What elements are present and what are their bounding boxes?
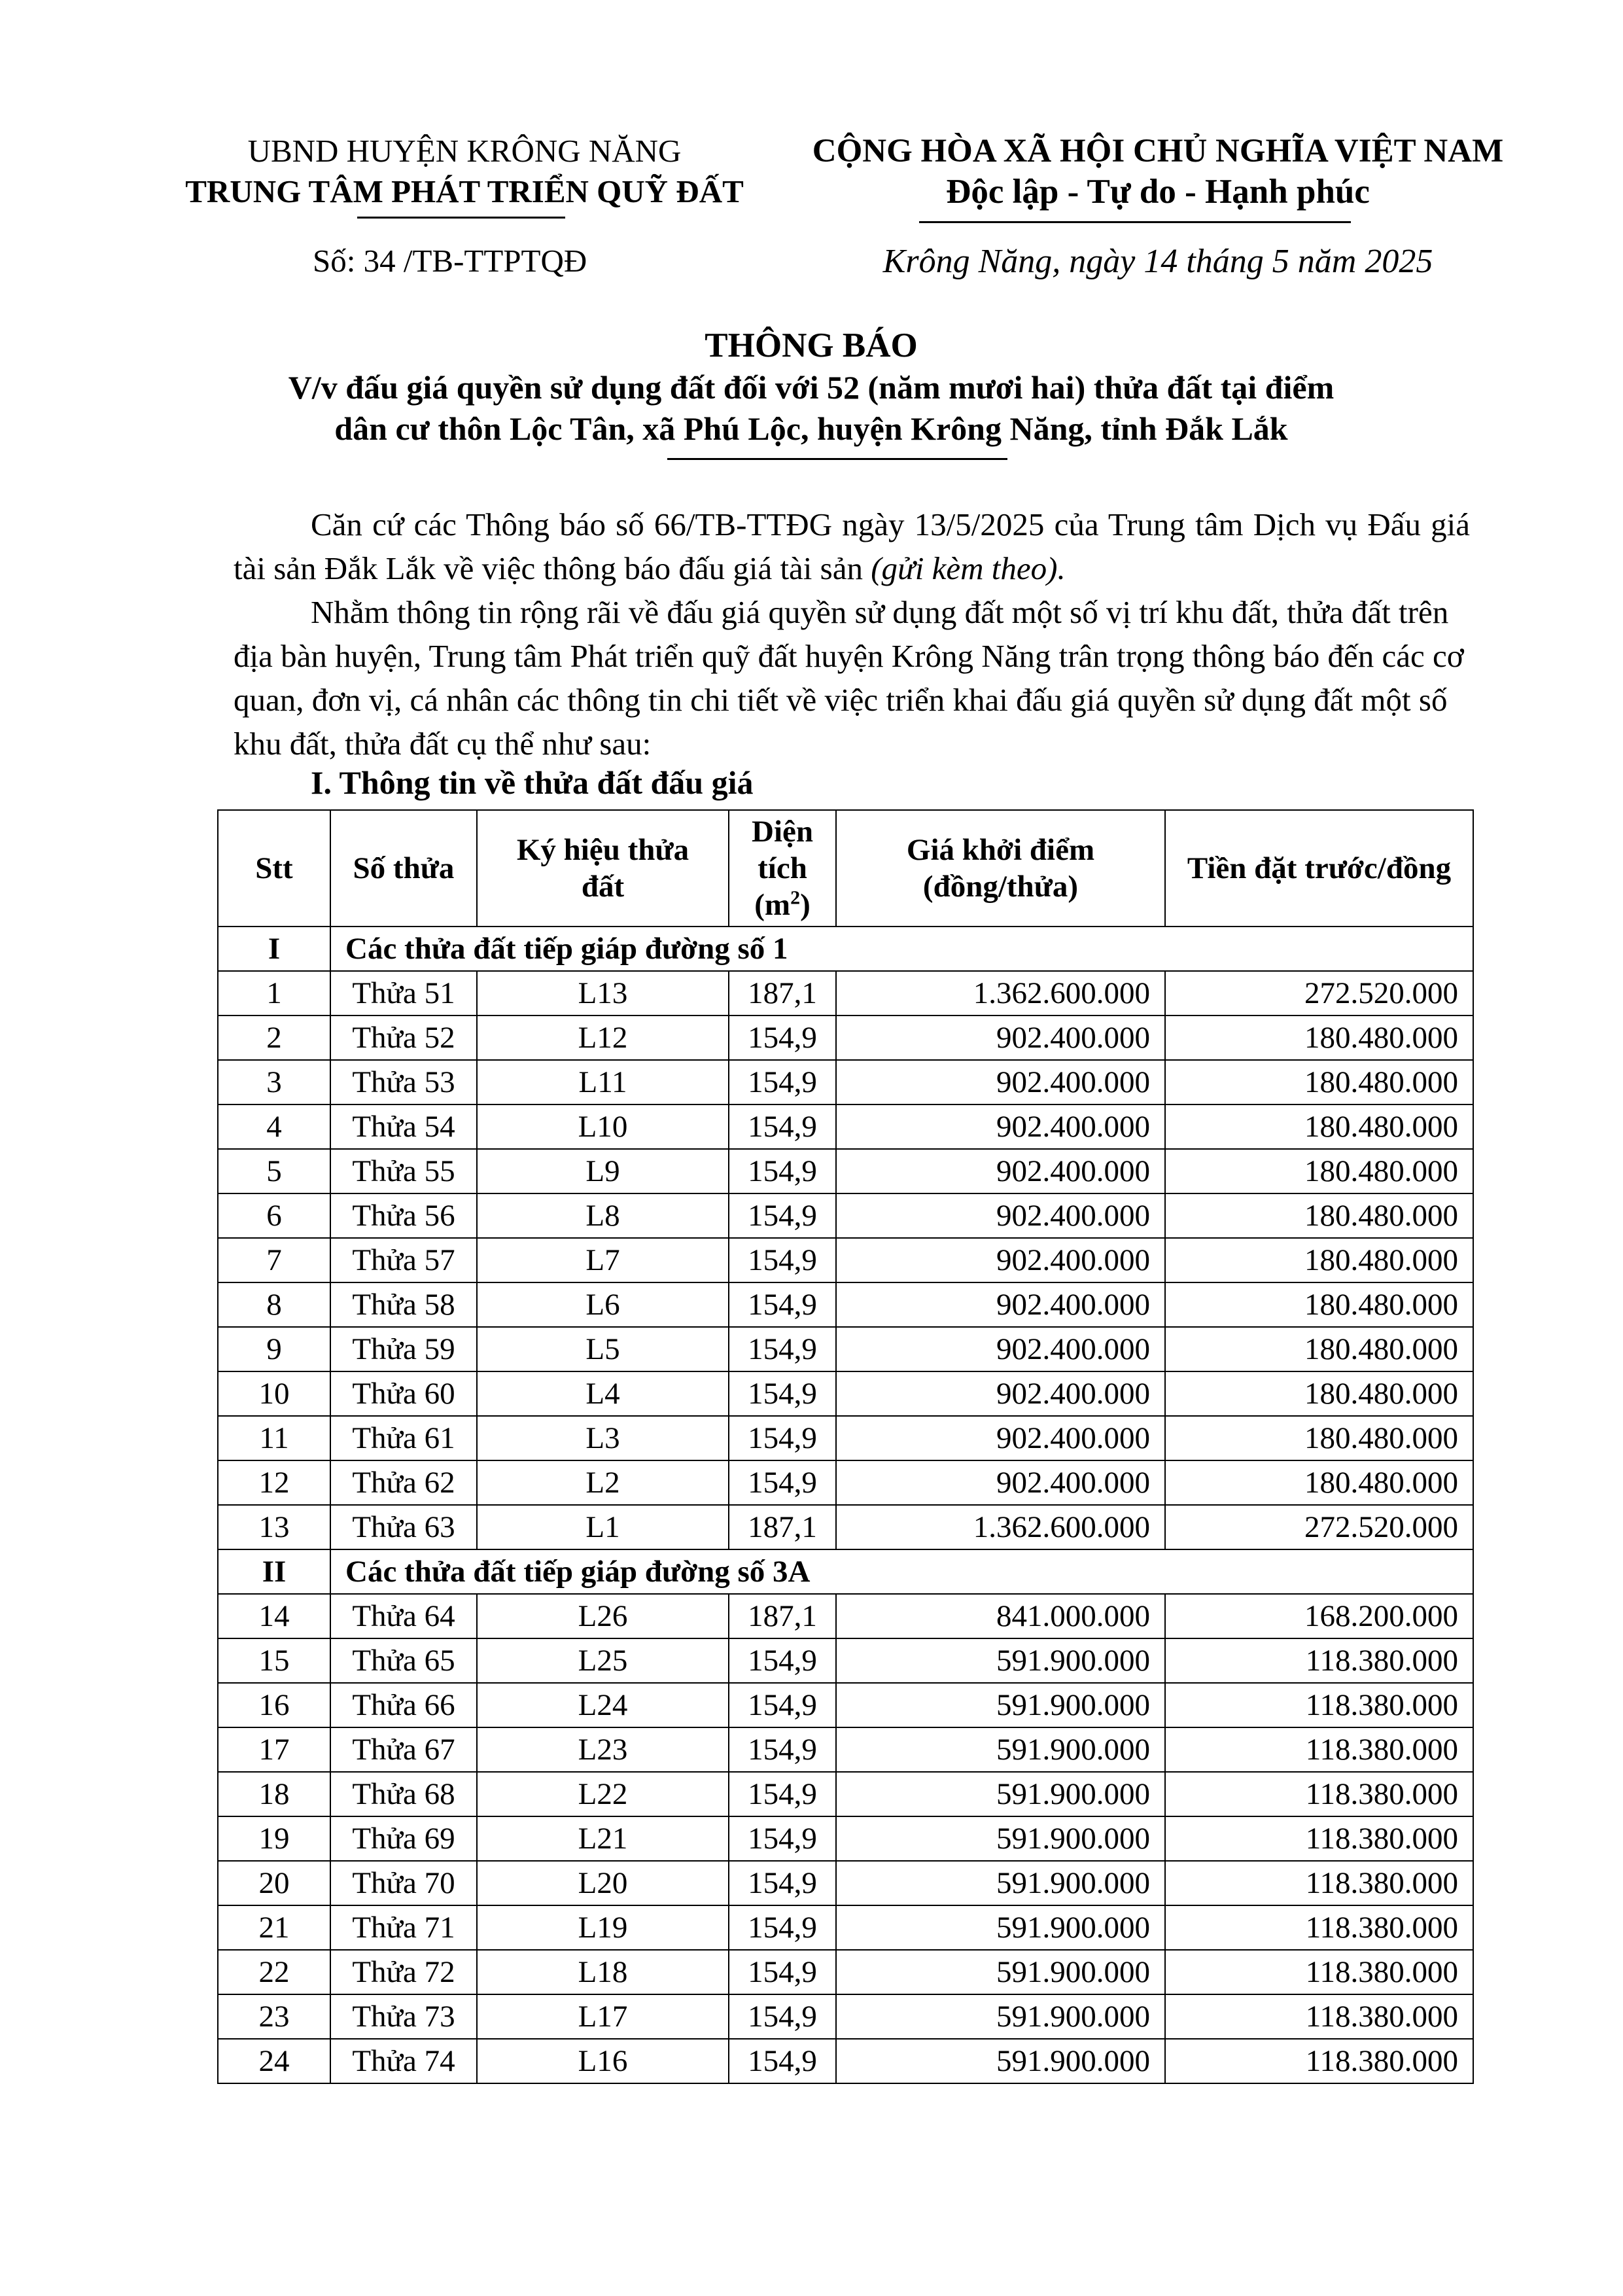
cell-tien-dat-truoc: 272.520.000	[1165, 1505, 1473, 1549]
cell-dien-tich: 154,9	[729, 1638, 836, 1683]
place-date: Krông Năng, ngày 14 tháng 5 năm 2025	[882, 243, 1433, 280]
cell-tien-dat-truoc: 180.480.000	[1165, 1149, 1473, 1193]
cell-dien-tich: 154,9	[729, 1371, 836, 1416]
cell-tien-dat-truoc: 180.480.000	[1165, 1104, 1473, 1149]
cell-dien-tich: 154,9	[729, 1193, 836, 1238]
cell-tien-dat-truoc: 180.480.000	[1165, 1416, 1473, 1460]
table-row	[218, 1238, 1473, 1282]
cell-tien-dat-truoc: 168.200.000	[1165, 1594, 1473, 1638]
cell-stt: 11	[218, 1416, 330, 1460]
cell-so-thua: Thửa 54	[330, 1104, 477, 1149]
cell-tien-dat-truoc: 180.480.000	[1165, 1327, 1473, 1371]
cell-dien-tich: 154,9	[729, 1416, 836, 1460]
table-row	[218, 1060, 1473, 1104]
cell-ky-hieu: L22	[477, 1772, 729, 1816]
cell-stt: 14	[218, 1594, 330, 1638]
cell-stt: 7	[218, 1238, 330, 1282]
cell-dien-tich: 154,9	[729, 1282, 836, 1327]
cell-so-thua: Thửa 59	[330, 1327, 477, 1371]
cell-tien-dat-truoc: 272.520.000	[1165, 971, 1473, 1016]
table-row	[218, 1594, 1473, 1638]
cell-so-thua: Thửa 57	[330, 1238, 477, 1282]
cell-dien-tich: 154,9	[729, 1327, 836, 1371]
land-plot-table	[217, 809, 1474, 2084]
cell-so-thua: Thửa 69	[330, 1816, 477, 1861]
group-number: II	[218, 1549, 330, 1594]
header-stt: Stt	[218, 810, 330, 927]
cell-stt: 17	[218, 1727, 330, 1772]
cell-ky-hieu: L23	[477, 1727, 729, 1772]
table-row	[218, 1950, 1473, 1994]
cell-stt: 9	[218, 1327, 330, 1371]
cell-so-thua: Thửa 64	[330, 1594, 477, 1638]
cell-tien-dat-truoc: 180.480.000	[1165, 1282, 1473, 1327]
cell-gia-khoi-diem: 591.900.000	[836, 2039, 1165, 2083]
table-row	[218, 1683, 1473, 1727]
cell-ky-hieu: L2	[477, 1460, 729, 1505]
cell-so-thua: Thửa 56	[330, 1193, 477, 1238]
cell-tien-dat-truoc: 180.480.000	[1165, 1016, 1473, 1060]
cell-tien-dat-truoc: 118.380.000	[1165, 1950, 1473, 1994]
group-number: I	[218, 927, 330, 971]
cell-gia-khoi-diem: 902.400.000	[836, 1238, 1165, 1282]
cell-so-thua: Thửa 51	[330, 971, 477, 1016]
document-title	[131, 324, 1492, 450]
table-row	[218, 2039, 1473, 2083]
cell-dien-tich: 154,9	[729, 1994, 836, 2039]
paragraph-basis	[234, 503, 1470, 590]
national-header	[798, 131, 1518, 212]
cell-dien-tich: 154,9	[729, 1816, 836, 1861]
table-row	[218, 1816, 1473, 1861]
header-gia-khoi-diem: Giá khởi điểm (đồng/thửa)	[836, 810, 1165, 927]
cell-ky-hieu: L9	[477, 1149, 729, 1193]
cell-stt: 21	[218, 1905, 330, 1950]
cell-tien-dat-truoc: 118.380.000	[1165, 2039, 1473, 2083]
cell-so-thua: Thửa 70	[330, 1861, 477, 1905]
cell-so-thua: Thửa 66	[330, 1683, 477, 1727]
cell-gia-khoi-diem: 591.900.000	[836, 1861, 1165, 1905]
cell-ky-hieu: L3	[477, 1416, 729, 1460]
table-row	[218, 1193, 1473, 1238]
cell-ky-hieu: L18	[477, 1950, 729, 1994]
cell-ky-hieu: L12	[477, 1016, 729, 1060]
header-dien-tich-end: )	[800, 888, 811, 922]
cell-dien-tich: 154,9	[729, 1905, 836, 1950]
cell-so-thua: Thửa 65	[330, 1638, 477, 1683]
cell-tien-dat-truoc: 180.480.000	[1165, 1460, 1473, 1505]
cell-so-thua: Thửa 73	[330, 1994, 477, 2039]
table-header-row	[218, 810, 1473, 927]
table-row	[218, 1994, 1473, 2039]
cell-so-thua: Thửa 53	[330, 1060, 477, 1104]
paragraph-basis-text: Căn cứ các Thông báo số 66/TB-TTĐG ngày 13/5/2025 của Trung tâm Dịch vụ Đấu giá tài sản Đắk Lắk về việc thông báo đấu giá tài sản	[234, 506, 1470, 586]
cell-ky-hieu: L7	[477, 1238, 729, 1282]
title-heading: THÔNG BÁO	[705, 327, 918, 364]
cell-ky-hieu: L25	[477, 1638, 729, 1683]
group-title: Các thửa đất tiếp giáp đường số 3A	[330, 1549, 1473, 1594]
group-title: Các thửa đất tiếp giáp đường số 1	[330, 927, 1473, 971]
cell-stt: 23	[218, 1994, 330, 2039]
cell-ky-hieu: L16	[477, 2039, 729, 2083]
title-line-1: V/v đấu giá quyền sử dụng đất đối với 52 (năm mươi hai) thửa đất tại điểm	[288, 369, 1335, 406]
cell-so-thua: Thửa 62	[330, 1460, 477, 1505]
table-body	[218, 927, 1473, 2083]
header-ky-hieu: Ký hiệu thửa đất	[477, 810, 729, 927]
cell-so-thua: Thửa 67	[330, 1727, 477, 1772]
table-row	[218, 1149, 1473, 1193]
cell-tien-dat-truoc: 118.380.000	[1165, 1727, 1473, 1772]
cell-dien-tich: 154,9	[729, 1727, 836, 1772]
document-number: Số: 34 /TB-TTPTQĐ	[313, 243, 587, 279]
cell-stt: 1	[218, 971, 330, 1016]
issuer-underline	[357, 217, 565, 219]
cell-ky-hieu: L17	[477, 1994, 729, 2039]
cell-ky-hieu: L4	[477, 1371, 729, 1416]
cell-so-thua: Thửa 61	[330, 1416, 477, 1460]
cell-gia-khoi-diem: 902.400.000	[836, 1460, 1165, 1505]
cell-so-thua: Thửa 63	[330, 1505, 477, 1549]
cell-gia-khoi-diem: 902.400.000	[836, 1371, 1165, 1416]
cell-dien-tich: 187,1	[729, 1505, 836, 1549]
table-row	[218, 971, 1473, 1016]
cell-dien-tich: 154,9	[729, 1104, 836, 1149]
paragraph-basis-note: (gửi kèm theo).	[871, 550, 1066, 586]
table-row	[218, 1282, 1473, 1327]
cell-gia-khoi-diem: 902.400.000	[836, 1104, 1165, 1149]
org-parent: UBND HUYỆN KRÔNG NĂNG	[247, 133, 682, 169]
cell-stt: 15	[218, 1638, 330, 1683]
cell-ky-hieu: L19	[477, 1905, 729, 1950]
table-row	[218, 1104, 1473, 1149]
org-name: TRUNG TÂM PHÁT TRIỂN QUỸ ĐẤT	[185, 173, 744, 209]
cell-stt: 5	[218, 1149, 330, 1193]
cell-gia-khoi-diem: 591.900.000	[836, 1950, 1165, 1994]
cell-dien-tich: 154,9	[729, 1060, 836, 1104]
cell-tien-dat-truoc: 118.380.000	[1165, 1683, 1473, 1727]
header-tien-dat-truoc: Tiền đặt trước/đồng	[1165, 810, 1473, 927]
cell-tien-dat-truoc: 180.480.000	[1165, 1238, 1473, 1282]
motto-underline	[919, 221, 1351, 223]
section-title: I. Thông tin về thửa đất đấu giá	[311, 764, 754, 801]
cell-ky-hieu: L11	[477, 1060, 729, 1104]
table-row	[218, 1727, 1473, 1772]
cell-gia-khoi-diem: 902.400.000	[836, 1416, 1165, 1460]
cell-gia-khoi-diem: 1.362.600.000	[836, 1505, 1165, 1549]
cell-so-thua: Thửa 55	[330, 1149, 477, 1193]
cell-dien-tich: 154,9	[729, 1238, 836, 1282]
cell-dien-tich: 187,1	[729, 971, 836, 1016]
cell-stt: 8	[218, 1282, 330, 1327]
cell-gia-khoi-diem: 591.900.000	[836, 1905, 1165, 1950]
document-body	[234, 503, 1470, 766]
cell-dien-tich: 187,1	[729, 1594, 836, 1638]
cell-tien-dat-truoc: 118.380.000	[1165, 1816, 1473, 1861]
table-row	[218, 1460, 1473, 1505]
cell-gia-khoi-diem: 591.900.000	[836, 1683, 1165, 1727]
cell-ky-hieu: L13	[477, 971, 729, 1016]
cell-ky-hieu: L21	[477, 1816, 729, 1861]
cell-tien-dat-truoc: 180.480.000	[1165, 1371, 1473, 1416]
paragraph-purpose: Nhằm thông tin rộng rãi về đấu giá quyền sử dụng đất một số vị trí khu đất, thửa đất trên địa bàn huyện, Trung tâm Phát triển quỹ đất huyện Krông Năng trân trọng thông báo đến các cơ quan, đơn vị, cá nhân các thông tin chi tiết về việc triển khai đấu giá quyền sử dụng đất một số khu đất, thửa đất cụ thể như sau:	[234, 594, 1464, 762]
cell-dien-tich: 154,9	[729, 1861, 836, 1905]
cell-so-thua: Thửa 71	[330, 1905, 477, 1950]
table-row	[218, 1416, 1473, 1460]
cell-gia-khoi-diem: 591.900.000	[836, 1994, 1165, 2039]
table-group-row	[218, 927, 1473, 971]
cell-gia-khoi-diem: 1.362.600.000	[836, 971, 1165, 1016]
table-row	[218, 1371, 1473, 1416]
cell-dien-tich: 154,9	[729, 1460, 836, 1505]
cell-so-thua: Thửa 72	[330, 1950, 477, 1994]
cell-stt: 16	[218, 1683, 330, 1727]
cell-gia-khoi-diem: 591.900.000	[836, 1727, 1165, 1772]
cell-gia-khoi-diem: 902.400.000	[836, 1060, 1165, 1104]
cell-gia-khoi-diem: 591.900.000	[836, 1816, 1165, 1861]
table-row	[218, 1327, 1473, 1371]
cell-ky-hieu: L6	[477, 1282, 729, 1327]
table-row	[218, 1505, 1473, 1549]
cell-stt: 22	[218, 1950, 330, 1994]
cell-tien-dat-truoc: 180.480.000	[1165, 1060, 1473, 1104]
cell-stt: 12	[218, 1460, 330, 1505]
cell-gia-khoi-diem: 591.900.000	[836, 1772, 1165, 1816]
cell-stt: 4	[218, 1104, 330, 1149]
cell-stt: 19	[218, 1816, 330, 1861]
cell-so-thua: Thửa 60	[330, 1371, 477, 1416]
cell-dien-tich: 154,9	[729, 1149, 836, 1193]
cell-gia-khoi-diem: 902.400.000	[836, 1016, 1165, 1060]
table-row	[218, 1772, 1473, 1816]
cell-tien-dat-truoc: 118.380.000	[1165, 1905, 1473, 1950]
header-dien-tich-text: Diện tích (m	[752, 815, 813, 922]
cell-tien-dat-truoc: 118.380.000	[1165, 1861, 1473, 1905]
cell-stt: 13	[218, 1505, 330, 1549]
cell-ky-hieu: L5	[477, 1327, 729, 1371]
national-motto: Độc lập - Tự do - Hạnh phúc	[946, 173, 1370, 211]
cell-ky-hieu: L10	[477, 1104, 729, 1149]
cell-tien-dat-truoc: 180.480.000	[1165, 1193, 1473, 1238]
header-so-thua: Số thửa	[330, 810, 477, 927]
header-dien-tich-sup: 2	[790, 887, 801, 909]
cell-dien-tich: 154,9	[729, 1772, 836, 1816]
cell-gia-khoi-diem: 902.400.000	[836, 1327, 1165, 1371]
cell-tien-dat-truoc: 118.380.000	[1165, 1994, 1473, 2039]
cell-dien-tich: 154,9	[729, 2039, 836, 2083]
cell-stt: 20	[218, 1861, 330, 1905]
cell-gia-khoi-diem: 902.400.000	[836, 1149, 1165, 1193]
table-row	[218, 1638, 1473, 1683]
cell-tien-dat-truoc: 118.380.000	[1165, 1638, 1473, 1683]
cell-so-thua: Thửa 52	[330, 1016, 477, 1060]
cell-stt: 10	[218, 1371, 330, 1416]
header-dien-tich	[729, 810, 836, 927]
cell-dien-tich: 154,9	[729, 1016, 836, 1060]
table-row	[218, 1016, 1473, 1060]
cell-gia-khoi-diem: 841.000.000	[836, 1594, 1165, 1638]
cell-ky-hieu: L20	[477, 1861, 729, 1905]
issuer-block	[150, 131, 778, 212]
cell-stt: 6	[218, 1193, 330, 1238]
cell-tien-dat-truoc: 118.380.000	[1165, 1772, 1473, 1816]
cell-ky-hieu: L26	[477, 1594, 729, 1638]
cell-ky-hieu: L1	[477, 1505, 729, 1549]
cell-dien-tich: 154,9	[729, 1683, 836, 1727]
cell-stt: 2	[218, 1016, 330, 1060]
country-name: CỘNG HÒA XÃ HỘI CHỦ NGHĨA VIỆT NAM	[812, 133, 1504, 169]
cell-stt: 18	[218, 1772, 330, 1816]
cell-so-thua: Thửa 74	[330, 2039, 477, 2083]
table-row	[218, 1861, 1473, 1905]
table-group-row	[218, 1549, 1473, 1594]
cell-gia-khoi-diem: 902.400.000	[836, 1282, 1165, 1327]
cell-so-thua: Thửa 68	[330, 1772, 477, 1816]
cell-so-thua: Thửa 58	[330, 1282, 477, 1327]
cell-dien-tich: 154,9	[729, 1950, 836, 1994]
cell-gia-khoi-diem: 902.400.000	[836, 1193, 1165, 1238]
cell-ky-hieu: L8	[477, 1193, 729, 1238]
cell-stt: 3	[218, 1060, 330, 1104]
cell-stt: 24	[218, 2039, 330, 2083]
cell-gia-khoi-diem: 591.900.000	[836, 1638, 1165, 1683]
cell-ky-hieu: L24	[477, 1683, 729, 1727]
table-row	[218, 1905, 1473, 1950]
title-underline	[667, 458, 1007, 460]
title-line-2: dân cư thôn Lộc Tân, xã Phú Lộc, huyện Krông Năng, tỉnh Đắk Lắk	[334, 410, 1288, 447]
